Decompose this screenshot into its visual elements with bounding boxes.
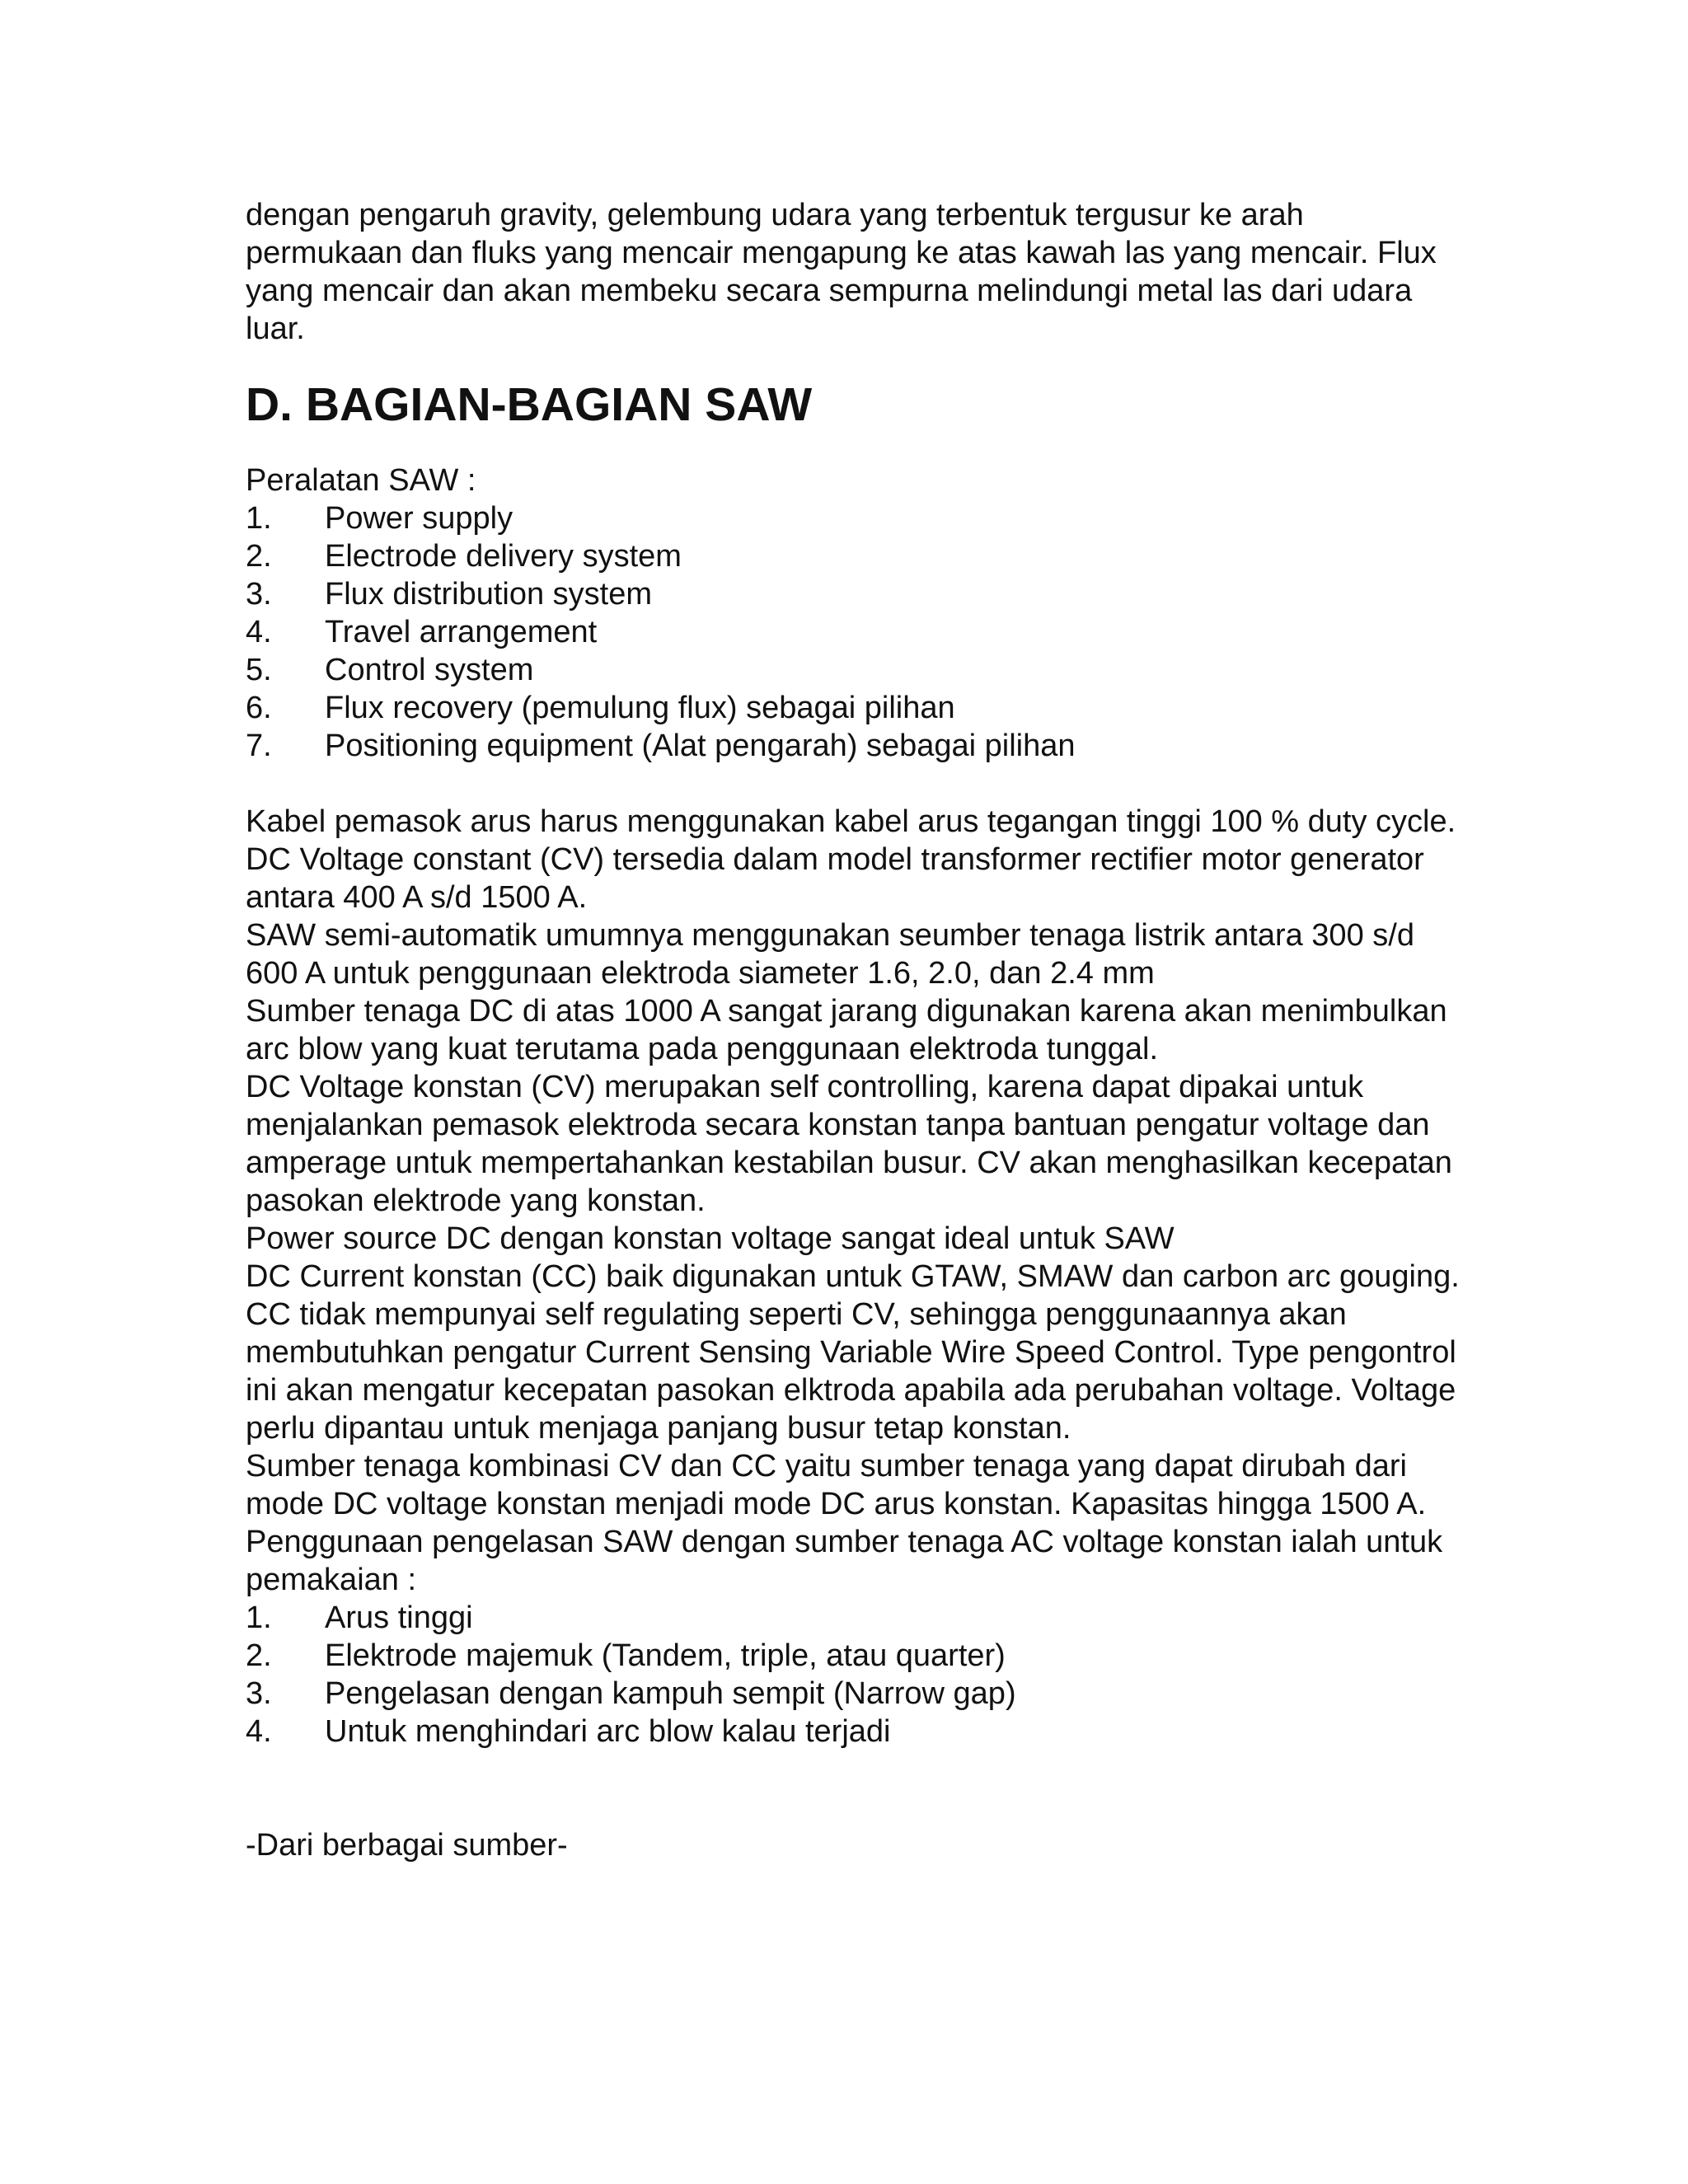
list-item-text: Electrode delivery system [325,539,682,574]
list-item-text: Arus tinggi [325,1601,473,1635]
body-paragraph: DC Voltage konstan (CV) merupakan self controlling, karena dapat dipakai untuk menjalankan pemasok elektroda secara konstan tanpa bantuan pengatur voltage dan amperage untuk mempertahankan kestabilan busur. CV akan menghasilkan kecepatan pasokan elektrode yang konstan. [246,1070,1452,1218]
body-paragraph: Power source DC dengan konstan voltage sangat ideal untuk SAW [246,1221,1175,1256]
list-item [246,1713,1465,1750]
spacer [246,1750,1465,1826]
list-item-number: 2. [246,1638,272,1673]
equipment-list [246,499,1465,765]
list-item-number: 4. [246,615,272,649]
list-item [246,613,1465,651]
list-item-text: Power supply [325,501,513,536]
list-item [246,575,1465,613]
list-item [246,727,1465,765]
list-item-number: 3. [246,1676,272,1711]
list-item-text: Control system [325,653,534,687]
list-item-number: 4. [246,1714,272,1749]
spacer [246,765,1465,803]
list-item-number: 7. [246,729,272,763]
list-item-number: 3. [246,577,272,612]
list-item [246,1599,1465,1637]
list-item [246,1637,1465,1675]
list-item [246,537,1465,575]
list-item [246,499,1465,537]
body-paragraph: Kabel pemasok arus harus menggunakan kabel arus tegangan tinggi 100 % duty cycle. DC Voltage constant (CV) tersedia dalam model transformer rectifier motor generator antara 400 A s/d 1500 A. [246,804,1456,915]
intro-paragraph: dengan pengaruh gravity, gelembung udara yang terbentuk tergusur ke arah permukaan dan fluks yang mencair mengapung ke atas kawah las yang mencair. Flux yang mencair dan akan membeku secara sempurna melindungi metal las dari udara luar. [246,198,1437,346]
list-item-text: Pengelasan dengan kampuh sempit (Narrow gap) [325,1676,1016,1711]
list-item-number: 1. [246,1601,272,1635]
list-item-text: Flux distribution system [325,577,653,612]
body-paragraph: SAW semi-automatik umumnya menggunakan seumber tenaga listrik antara 300 s/d 600 A untuk penggunaan elektroda siameter 1.6, 2.0, dan 2.4 mm [246,918,1414,991]
source-note: -Dari berbagai sumber- [246,1828,568,1863]
list-item [246,689,1465,727]
body-paragraph: Penggunaan pengelasan SAW dengan sumber tenaga AC voltage konstan ialah untuk pemakaian : [246,1525,1443,1597]
list-item-text: Untuk menghindari arc blow kalau terjadi [325,1714,891,1749]
body-paragraph: Sumber tenaga DC di atas 1000 A sangat jarang digunakan karena akan menimbulkan arc blow yang kuat terutama pada penggunaan elektroda tunggal. [246,994,1447,1066]
list-item-text: Travel arrangement [325,615,598,649]
list-item-number: 1. [246,501,272,536]
section-heading: D. BAGIAN-BAGIAN SAW [246,378,813,431]
ac-usage-list [246,1599,1465,1750]
equipment-intro: Peralatan SAW : [246,463,476,498]
list-item-text: Elektrode majemuk (Tandem, triple, atau quarter) [325,1638,1006,1673]
body-paragraph: DC Current konstan (CC) baik digunakan untuk GTAW, SMAW dan carbon arc gouging. CC tidak mempunyai self regulating seperti CV, sehingga penggunaannya akan membutuhkan pengatur Current Sensing Variable Wire Speed Control. Type pengontrol ini akan mengatur kecepatan pasokan elktroda apabila ada perubahan voltage. Voltage perlu dipantau untuk menjaga panjang busur tetap konstan. [246,1259,1460,1446]
document-content [246,196,1465,1864]
list-item-number: 2. [246,539,272,574]
body-paragraph: Sumber tenaga kombinasi CV dan CC yaitu sumber tenaga yang dapat dirubah dari mode DC voltage konstan menjadi mode DC arus konstan. Kapasitas hingga 1500 A. [246,1449,1427,1521]
list-item [246,651,1465,689]
list-item-number: 5. [246,653,272,687]
list-item-number: 6. [246,691,272,725]
list-item-text: Flux recovery (pemulung flux) sebagai pilihan [325,691,955,725]
list-item [246,1675,1465,1713]
list-item-text: Positioning equipment (Alat pengarah) sebagai pilihan [325,729,1076,763]
